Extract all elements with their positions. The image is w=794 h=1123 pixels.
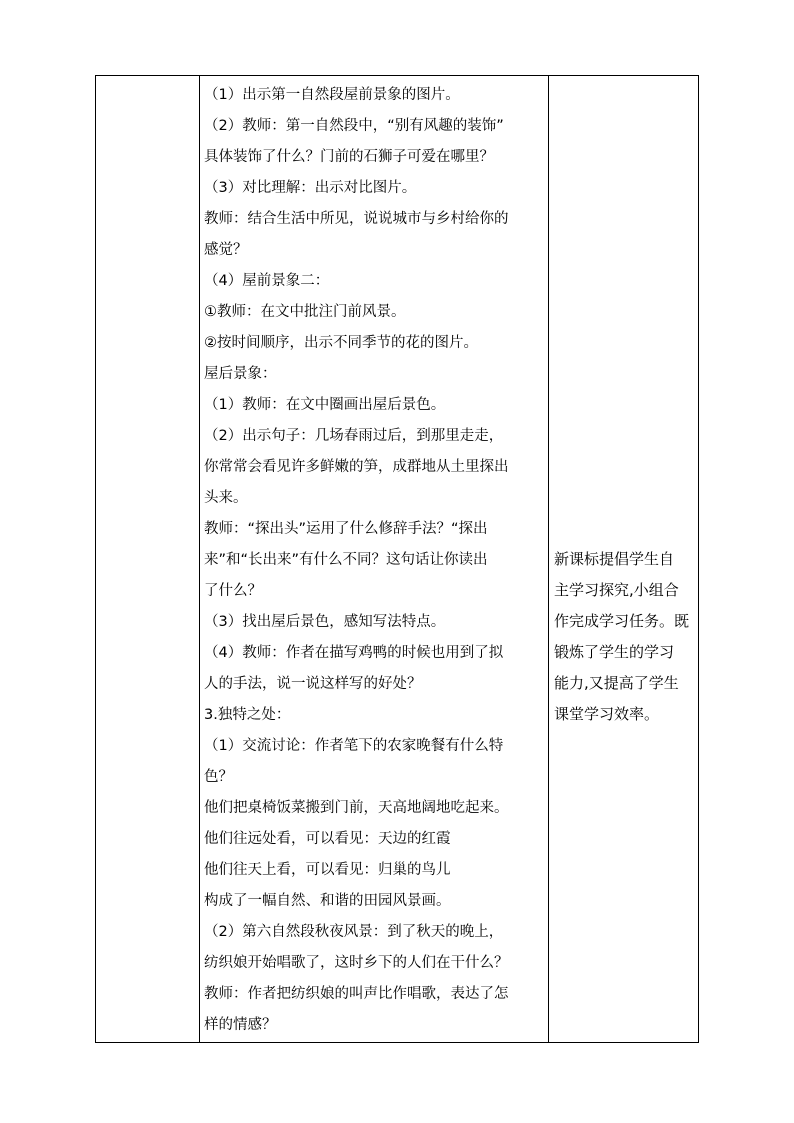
text-line: 人的手法，说一说这样写的好处？	[204, 676, 422, 692]
text-line: （1）交流讨论：作者笔下的农家晚餐有什么特	[204, 738, 504, 754]
lesson-table	[95, 75, 699, 1043]
text-line: 头来。	[204, 490, 248, 506]
intent-line: 新课标提倡学生自	[554, 550, 675, 568]
text-line: （3）对比理解：出示对比图片。	[204, 180, 417, 196]
text-line: （1）教师：在文中圈画出屋后景色。	[204, 397, 446, 413]
text-line: 构成了一幅自然、和谐的田园风景画。	[204, 893, 451, 909]
text-line: （4）教师：作者在描写鸡鸭的时候也用到了拟	[204, 645, 504, 661]
text-line: 具体装饰了什么？门前的石狮子可爱在哪里？	[204, 149, 494, 165]
column-divider-left	[199, 76, 200, 1042]
text-line: 他们往远处看，可以看见：天边的红霞	[204, 831, 451, 847]
text-line: （2）出示句子：几场春雨过后，到那里走走，	[204, 428, 504, 444]
intent-line: 锻炼了学生的学习	[554, 643, 675, 661]
text-line: （1）出示第一自然段屋前景象的图片。	[204, 87, 460, 103]
text-line: 他们把桌椅饭菜搬到门前，天高地阔地吃起来。	[204, 800, 509, 816]
intent-line: 能力,又提高了学生	[554, 674, 679, 692]
text-line: （4）屋前景象二：	[204, 273, 330, 289]
intent-line: 主学习探究,小组合	[554, 581, 679, 599]
teaching-process-cell	[204, 80, 544, 1041]
text-line: 了什么？	[204, 583, 262, 599]
text-line: 纺织娘开始唱歌了，这时乡下的人们在干什么？	[204, 955, 509, 971]
text-line: 屋后景象：	[204, 366, 277, 382]
column-divider-right	[548, 76, 549, 1042]
text-line: 感觉？	[204, 242, 248, 258]
text-line: 教师：结合生活中所见，说说城市与乡村给你的	[204, 211, 509, 227]
text-line: （2）第六自然段秋夜风景：到了秋天的晚上，	[204, 924, 504, 940]
text-line: 3.独特之处：	[204, 707, 291, 723]
text-line: （3）找出屋后景色，感知写法特点。	[204, 614, 446, 630]
text-line: 他们往天上看，可以看见：归巢的鸟儿	[204, 862, 451, 878]
intent-line: 作完成学习任务。既	[554, 612, 690, 630]
intent-line: 课堂学习效率。	[554, 705, 660, 723]
text-line: 样的情感？	[204, 1017, 277, 1033]
text-line: 教师：作者把纺织娘的叫声比作唱歌，表达了怎	[204, 986, 509, 1002]
design-intent-cell	[554, 544, 694, 730]
text-line: 色？	[204, 769, 233, 785]
text-line: 来”和“长出来”有什么不同？这句话让你读出	[204, 552, 488, 568]
text-line: （2）教师：第一自然段中，“别有风趣的装饰”	[204, 118, 504, 134]
text-line: ②按时间顺序，出示不同季节的花的图片。	[204, 335, 478, 351]
text-line: ①教师：在文中批注门前风景。	[204, 304, 406, 320]
text-line: 教师：“探出头”运用了什么修辞手法？“探出	[204, 521, 488, 537]
text-line: 你常常会看见许多鲜嫩的笋，成群地从土里探出	[204, 459, 509, 475]
